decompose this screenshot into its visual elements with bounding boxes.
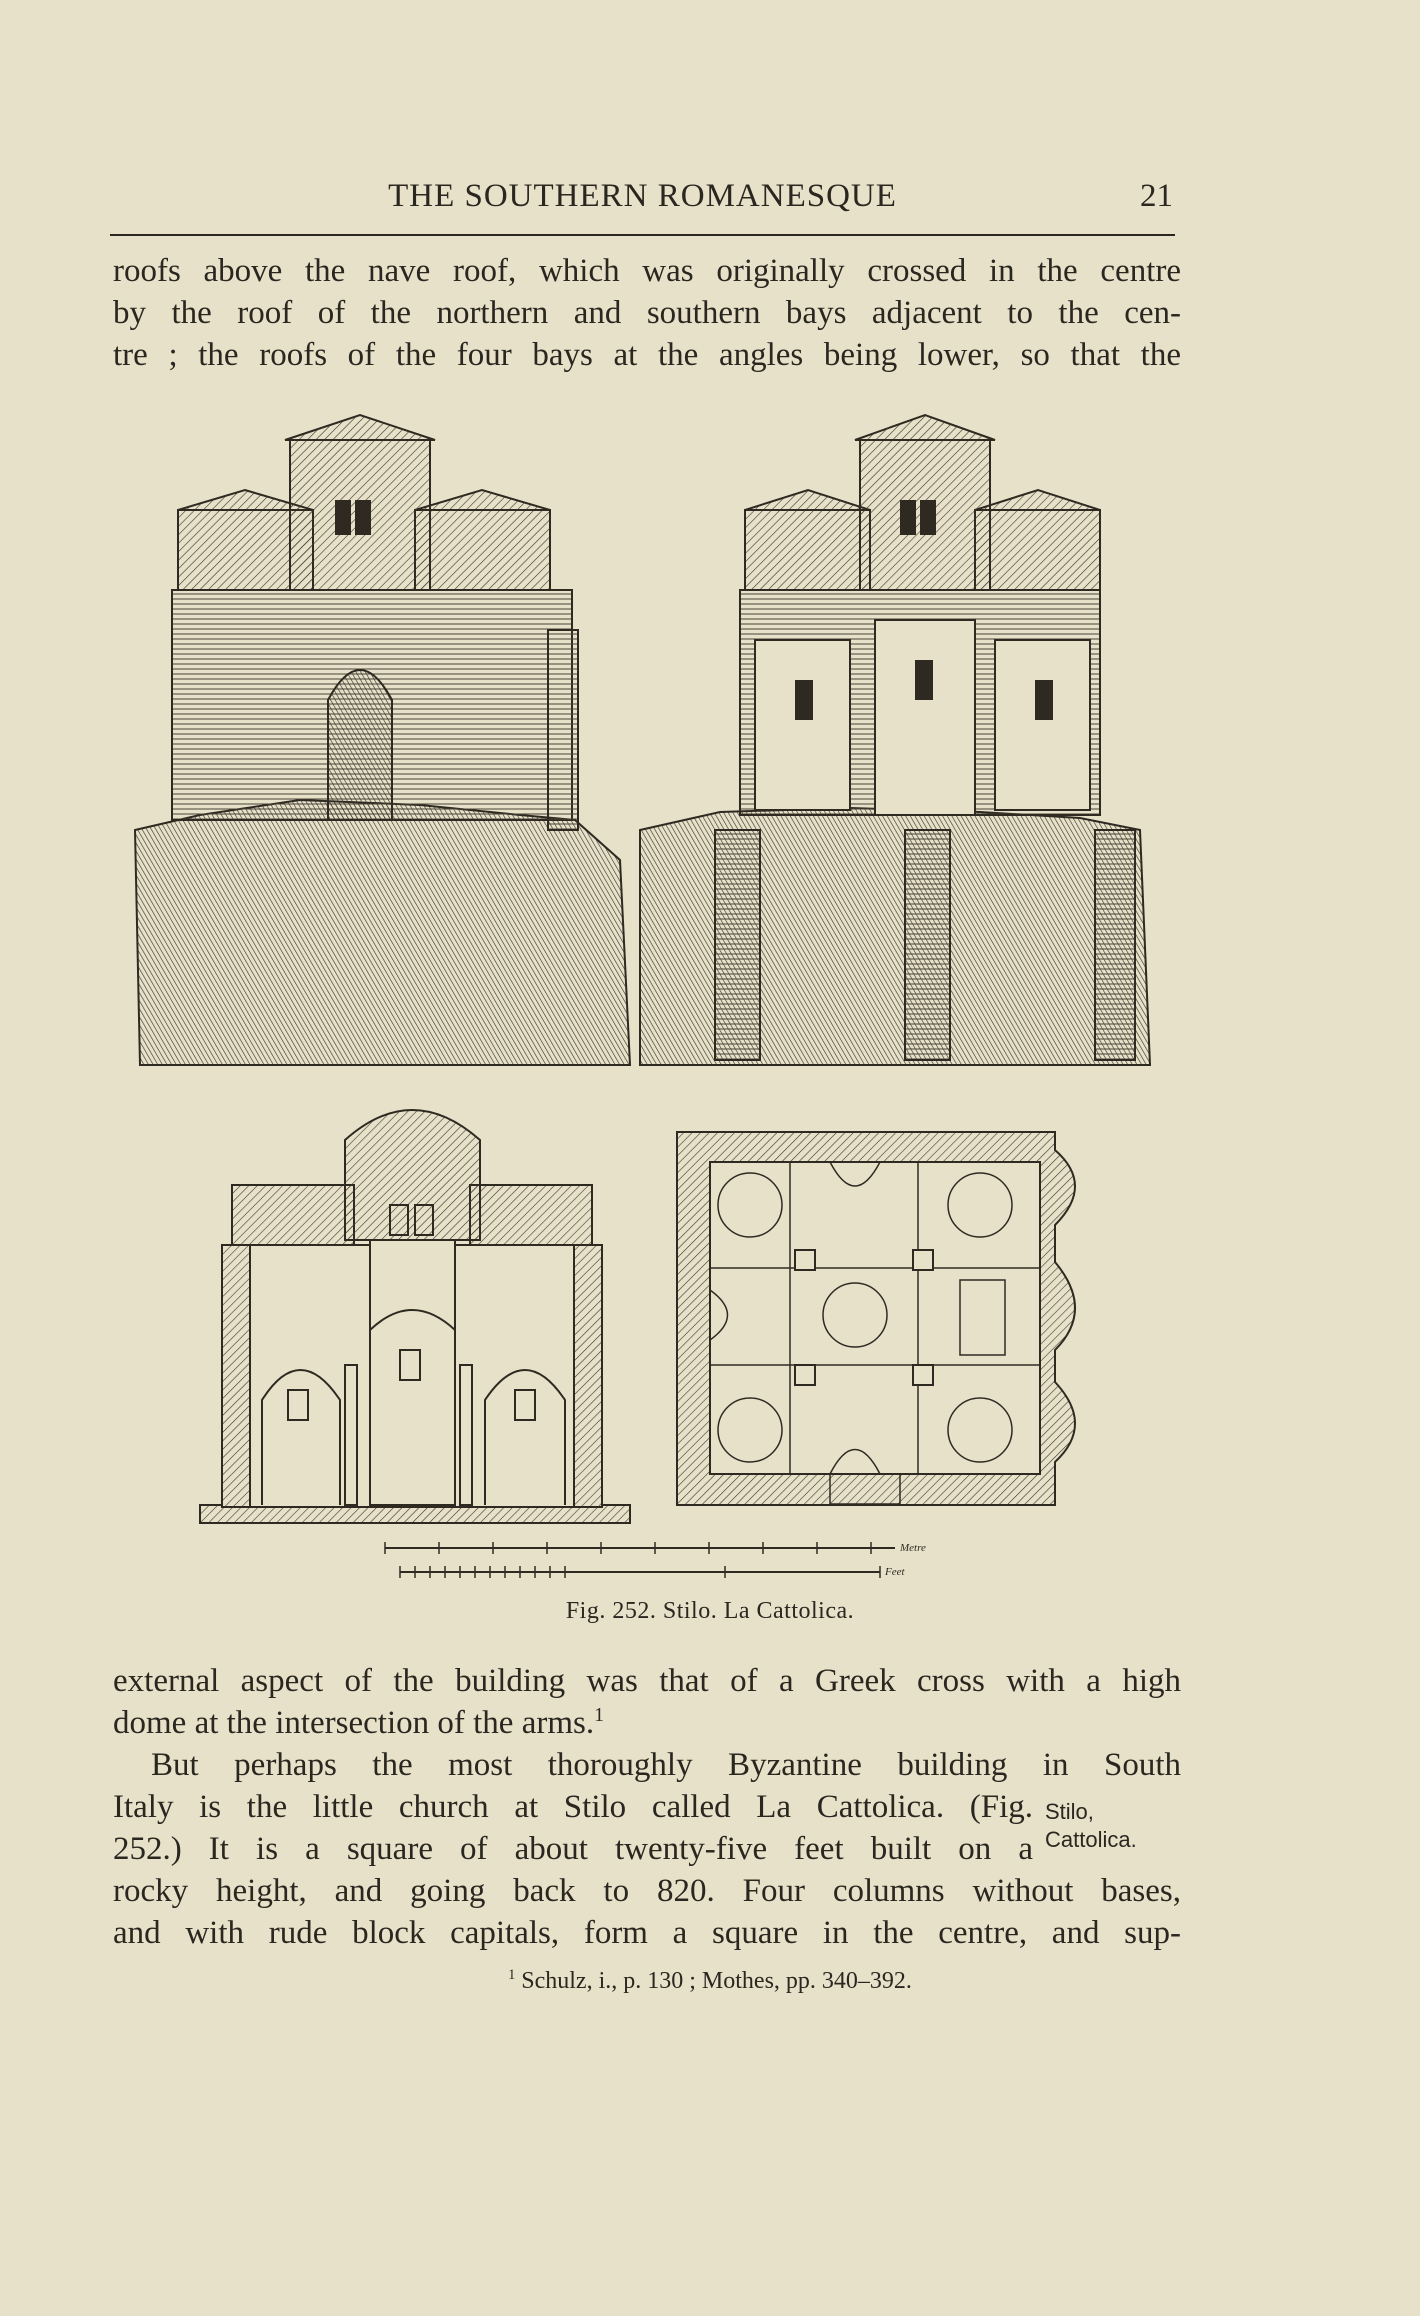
elevation-west [135,415,630,1065]
margin-note [1045,1798,1137,1854]
scale-label-feet: Feet [885,1566,905,1578]
scale-label-metre: Metre [900,1542,926,1554]
floor-plan [677,1132,1075,1505]
scale-bars [385,1542,926,1578]
figure-caption: Fig. 252. Stilo. La Cattolica. [565,1598,855,1624]
elevation-south [640,415,1150,1065]
section-drawing [200,1110,630,1523]
text-line: 252.) It is a square of about twenty-five feet built on a [113,1831,1033,1867]
text-line: and with rude block capitals, form a square in the centre, and sup- [113,1915,1181,1951]
margin-note-line: Cattolica. [1045,1827,1137,1852]
text-fragment: dome at the intersection of the arms. [113,1705,595,1741]
footnote [0,1968,1420,1995]
page-number: 21 [1140,178,1173,214]
text-line: Italy is the little church at Stilo called La Cattolica. (Fig. [113,1789,1033,1825]
text-line: roofs above the nave roof, which was originally crossed in the centre [113,253,1181,289]
text-line: tre ; the roofs of the four bays at the angles being lower, so that the [113,337,1181,373]
footnote-ref: 1 [594,1704,604,1726]
text-line: external aspect of the building was that of a Greek cross with a high [113,1663,1181,1699]
footnote-marker: 1 [508,1967,516,1983]
running-head: THE SOUTHERN ROMANESQUE [388,178,897,214]
text-line: by the roof of the northern and southern bays adjacent to the cen- [113,295,1181,331]
text-line [113,1702,1181,1744]
paragraph-bottom [113,1660,1181,1954]
text-line: But perhaps the most thoroughly Byzantine building in South [151,1747,1181,1783]
text-line: rocky height, and going back to 820. Four columns without bases, [113,1873,1181,1909]
margin-note-line: Stilo, [1045,1799,1094,1824]
footnote-text: Schulz, i., p. 130 ; Mothes, pp. 340–392. [521,1968,912,1994]
